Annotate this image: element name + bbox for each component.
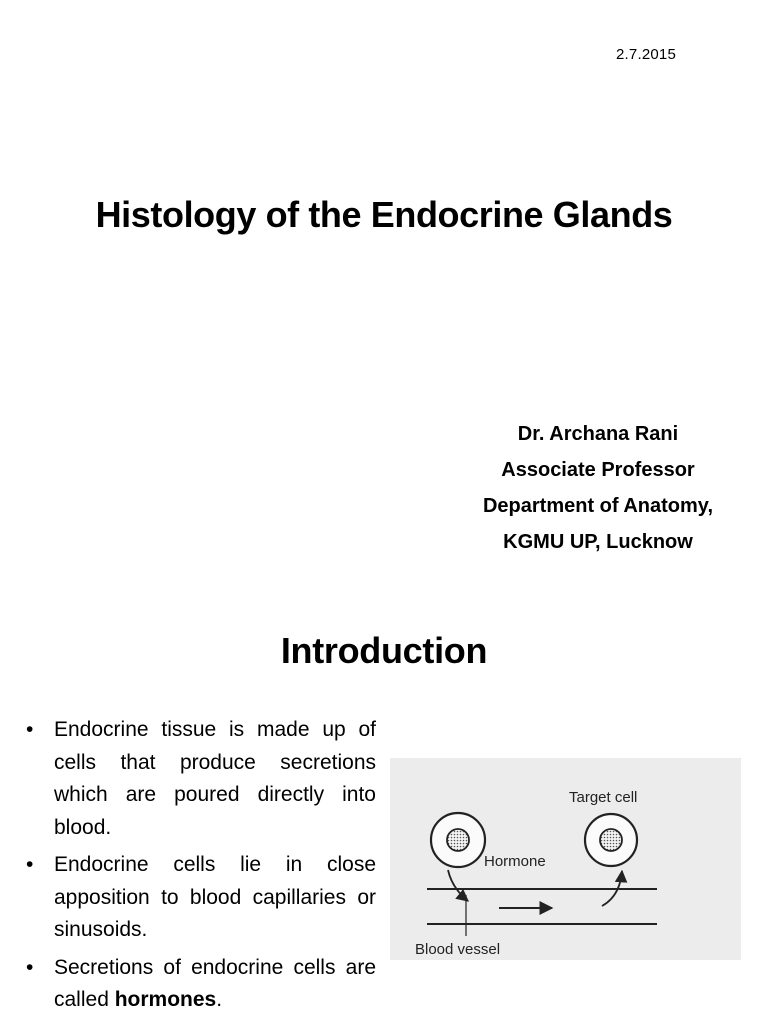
target-cell-icon (585, 814, 637, 866)
author-position: Associate Professor (501, 459, 695, 481)
slide-title: Histology of the Endocrine Glands (95, 194, 673, 235)
secreting-cell-icon (431, 813, 485, 867)
section-title: Introduction (280, 630, 488, 671)
author-name: Dr. Archana Rani (517, 423, 679, 445)
bullet-list (24, 714, 376, 1022)
bullet-icon: • (26, 955, 34, 979)
bullet-text: Endocrine tissue is made up of cells that produce secretions which are poured directly into blood. (54, 718, 376, 839)
endocrine-diagram (390, 758, 741, 960)
target-cell-label: Target cell (569, 789, 638, 806)
introduction-slide (0, 590, 768, 1024)
author-block (445, 416, 751, 560)
bullet-text: Secretions of endocrine cells are called (54, 955, 376, 1011)
blood-vessel-label: Blood vessel (415, 941, 501, 958)
bullet-text-end: . (216, 988, 223, 1011)
author-institution: KGMU UP, Lucknow (503, 531, 693, 553)
list-item (24, 952, 376, 1017)
hormone-label: Hormone (484, 853, 546, 870)
hormone-secretion-arrow (448, 870, 468, 901)
bullet-icon: • (26, 718, 34, 741)
author-department: Department of Anatomy, (482, 495, 714, 517)
slide-date: 2.7.2015 (616, 46, 676, 63)
bullet-text: Endocrine cells lie in close apposition to blood capillaries or sinusoids. (54, 853, 376, 941)
bullet-bold-term: hormones (114, 988, 217, 1011)
bullet-icon: • (26, 853, 34, 876)
list-item (24, 849, 376, 947)
list-item (24, 714, 376, 844)
